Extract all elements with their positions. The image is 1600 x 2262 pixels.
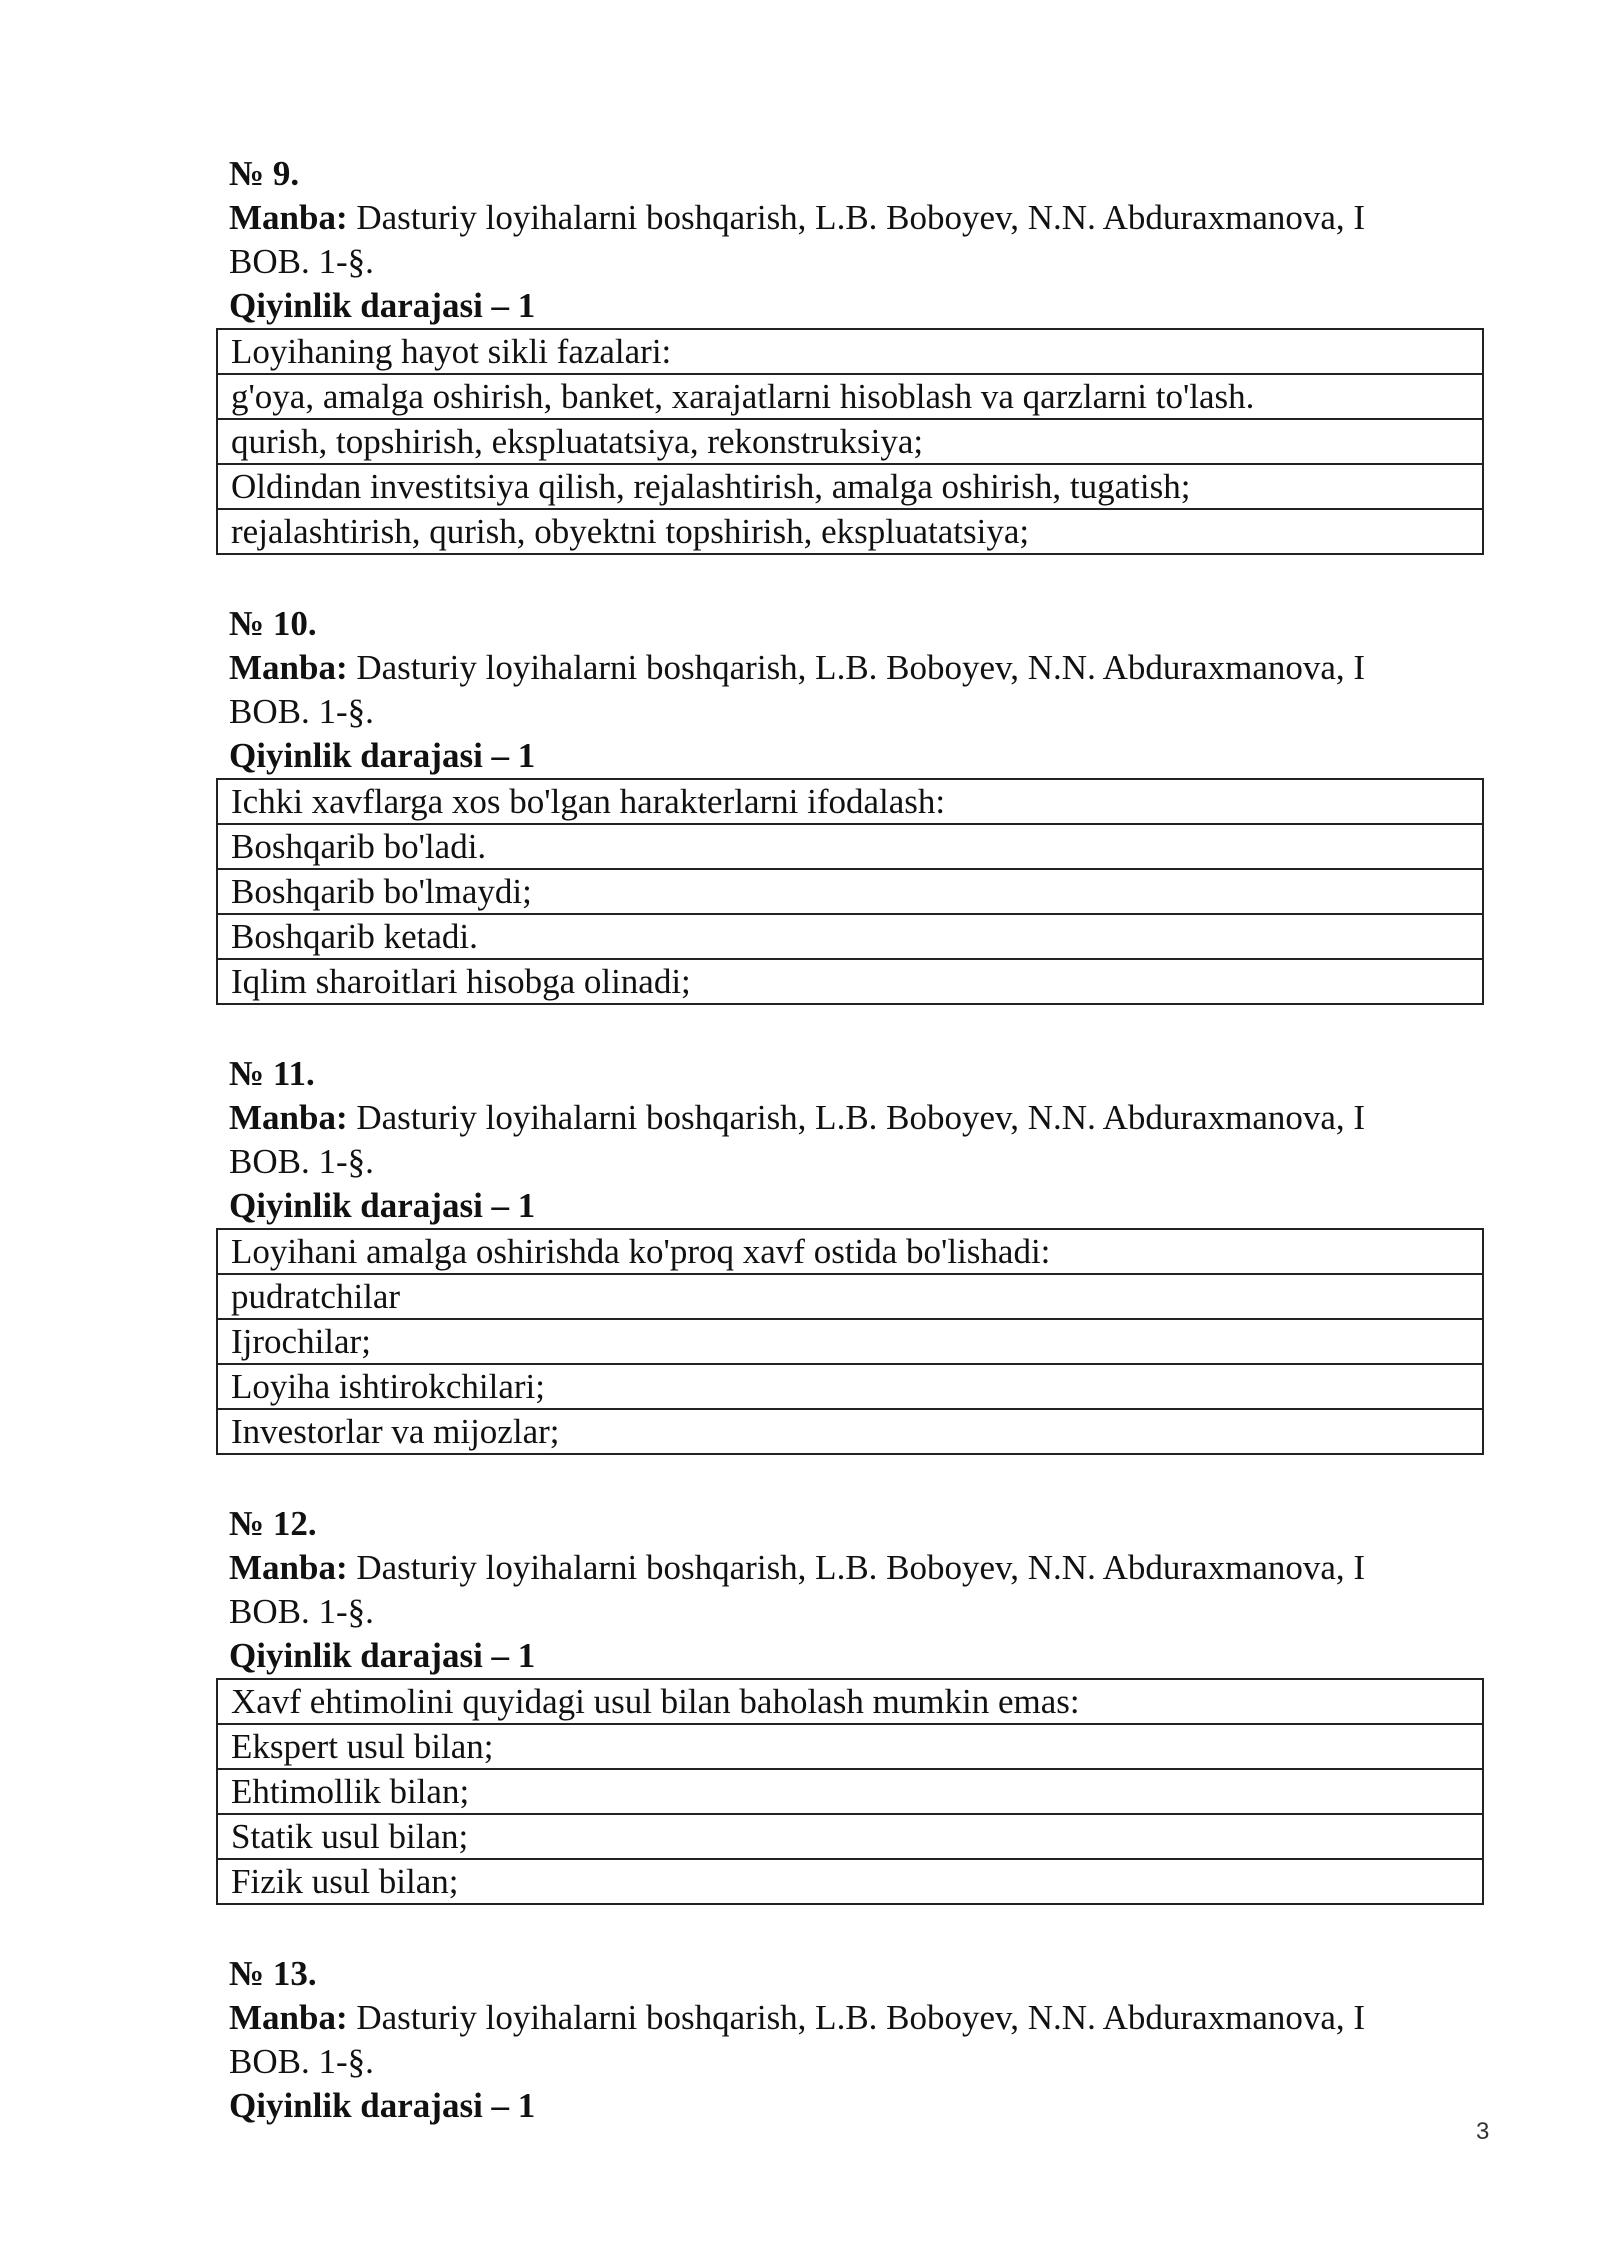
question-text: Loyihani amalga oshirishda ko'proq xavf ostida bo'lishadi: <box>218 1230 1482 1275</box>
source-text: Dasturiy loyihalarni boshqarish, L.B. Boboyev, N.N. Abduraxmanova, I <box>356 198 1366 237</box>
question-number: № 11. <box>229 1054 315 1093</box>
answer-option: Ijrochilar; <box>218 1320 1482 1365</box>
difficulty-level: Qiyinlik darajasi – 1 <box>229 286 536 325</box>
source-line <box>229 646 1484 690</box>
answer-option: rejalashtirish, qurish, obyektni topshirish, ekspluatatsiya; <box>231 512 1030 551</box>
answer-option: Boshqarib bo'lmaydi; <box>218 870 1482 915</box>
answer-option: Oldindan investitsiya qilish, rejalashtirish, amalga oshirish, tugatish; <box>218 465 1482 510</box>
page-number: 3 <box>1476 2118 1490 2145</box>
answer-option: Boshqarib ketadi. <box>218 915 1482 960</box>
question-table <box>216 1678 1484 1905</box>
answer-option: Investorlar va mijozlar; <box>231 1412 560 1451</box>
answer-option: pudratchilar <box>218 1275 1482 1320</box>
source-line <box>229 1546 1484 1590</box>
answer-option: Iqlim sharoitlari hisobga olinadi; <box>231 962 691 1001</box>
source-label: Manba: <box>229 1998 348 2037</box>
difficulty-level: Qiyinlik darajasi – 1 <box>229 736 536 775</box>
question-number: № 12. <box>229 1504 317 1543</box>
source-chapter: BOB. 1-§. <box>229 2042 374 2081</box>
source-chapter: BOB. 1-§. <box>229 1592 374 1631</box>
answer-option: Statik usul bilan; <box>218 1815 1482 1860</box>
question-text: Loyihaning hayot sikli fazalari: <box>218 330 1482 375</box>
answer-option: Loyiha ishtirokchilari; <box>218 1365 1482 1410</box>
source-label: Manba: <box>229 648 348 687</box>
question-11 <box>229 1052 1484 1455</box>
answer-option: Ehtimollik bilan; <box>218 1770 1482 1815</box>
question-13 <box>229 1952 1484 2128</box>
difficulty-level: Qiyinlik darajasi – 1 <box>229 2086 536 2125</box>
difficulty-level: Qiyinlik darajasi – 1 <box>229 1636 536 1675</box>
question-number: № 9. <box>229 154 300 193</box>
source-label: Manba: <box>229 1098 348 1137</box>
answer-option: g'oya, amalga oshirish, banket, xarajatlarni hisoblash va qarzlarni to'lash. <box>218 375 1482 420</box>
source-text: Dasturiy loyihalarni boshqarish, L.B. Boboyev, N.N. Abduraxmanova, I <box>356 1548 1366 1587</box>
source-chapter: BOB. 1-§. <box>229 1142 374 1181</box>
question-number: № 13. <box>229 1954 317 1993</box>
source-chapter: BOB. 1-§. <box>229 692 374 731</box>
source-line <box>229 196 1484 240</box>
question-text: Ichki xavflarga xos bo'lgan harakterlarni ifodalash: <box>218 780 1482 825</box>
question-table <box>216 778 1484 1005</box>
question-text: Xavf ehtimolini quyidagi usul bilan baholash mumkin emas: <box>218 1680 1482 1725</box>
question-9 <box>229 152 1484 555</box>
source-line <box>229 1096 1484 1140</box>
answer-option: Ekspert usul bilan; <box>218 1725 1482 1770</box>
source-text: Dasturiy loyihalarni boshqarish, L.B. Boboyev, N.N. Abduraxmanova, I <box>356 1098 1366 1137</box>
source-text: Dasturiy loyihalarni boshqarish, L.B. Boboyev, N.N. Abduraxmanova, I <box>356 648 1366 687</box>
difficulty-level: Qiyinlik darajasi – 1 <box>229 1186 536 1225</box>
question-10 <box>229 602 1484 1005</box>
source-chapter: BOB. 1-§. <box>229 242 374 281</box>
answer-option: qurish, topshirish, ekspluatatsiya, rekonstruksiya; <box>218 420 1482 465</box>
question-table <box>216 328 1484 555</box>
question-12 <box>229 1502 1484 1905</box>
answer-option: Fizik usul bilan; <box>231 1862 459 1901</box>
source-text: Dasturiy loyihalarni boshqarish, L.B. Boboyev, N.N. Abduraxmanova, I <box>356 1998 1366 2037</box>
answer-option: Boshqarib bo'ladi. <box>218 825 1482 870</box>
question-table <box>216 1228 1484 1455</box>
page-content <box>229 152 1484 2175</box>
source-label: Manba: <box>229 198 348 237</box>
source-line <box>229 1996 1484 2040</box>
question-number: № 10. <box>229 604 317 643</box>
source-label: Manba: <box>229 1548 348 1587</box>
